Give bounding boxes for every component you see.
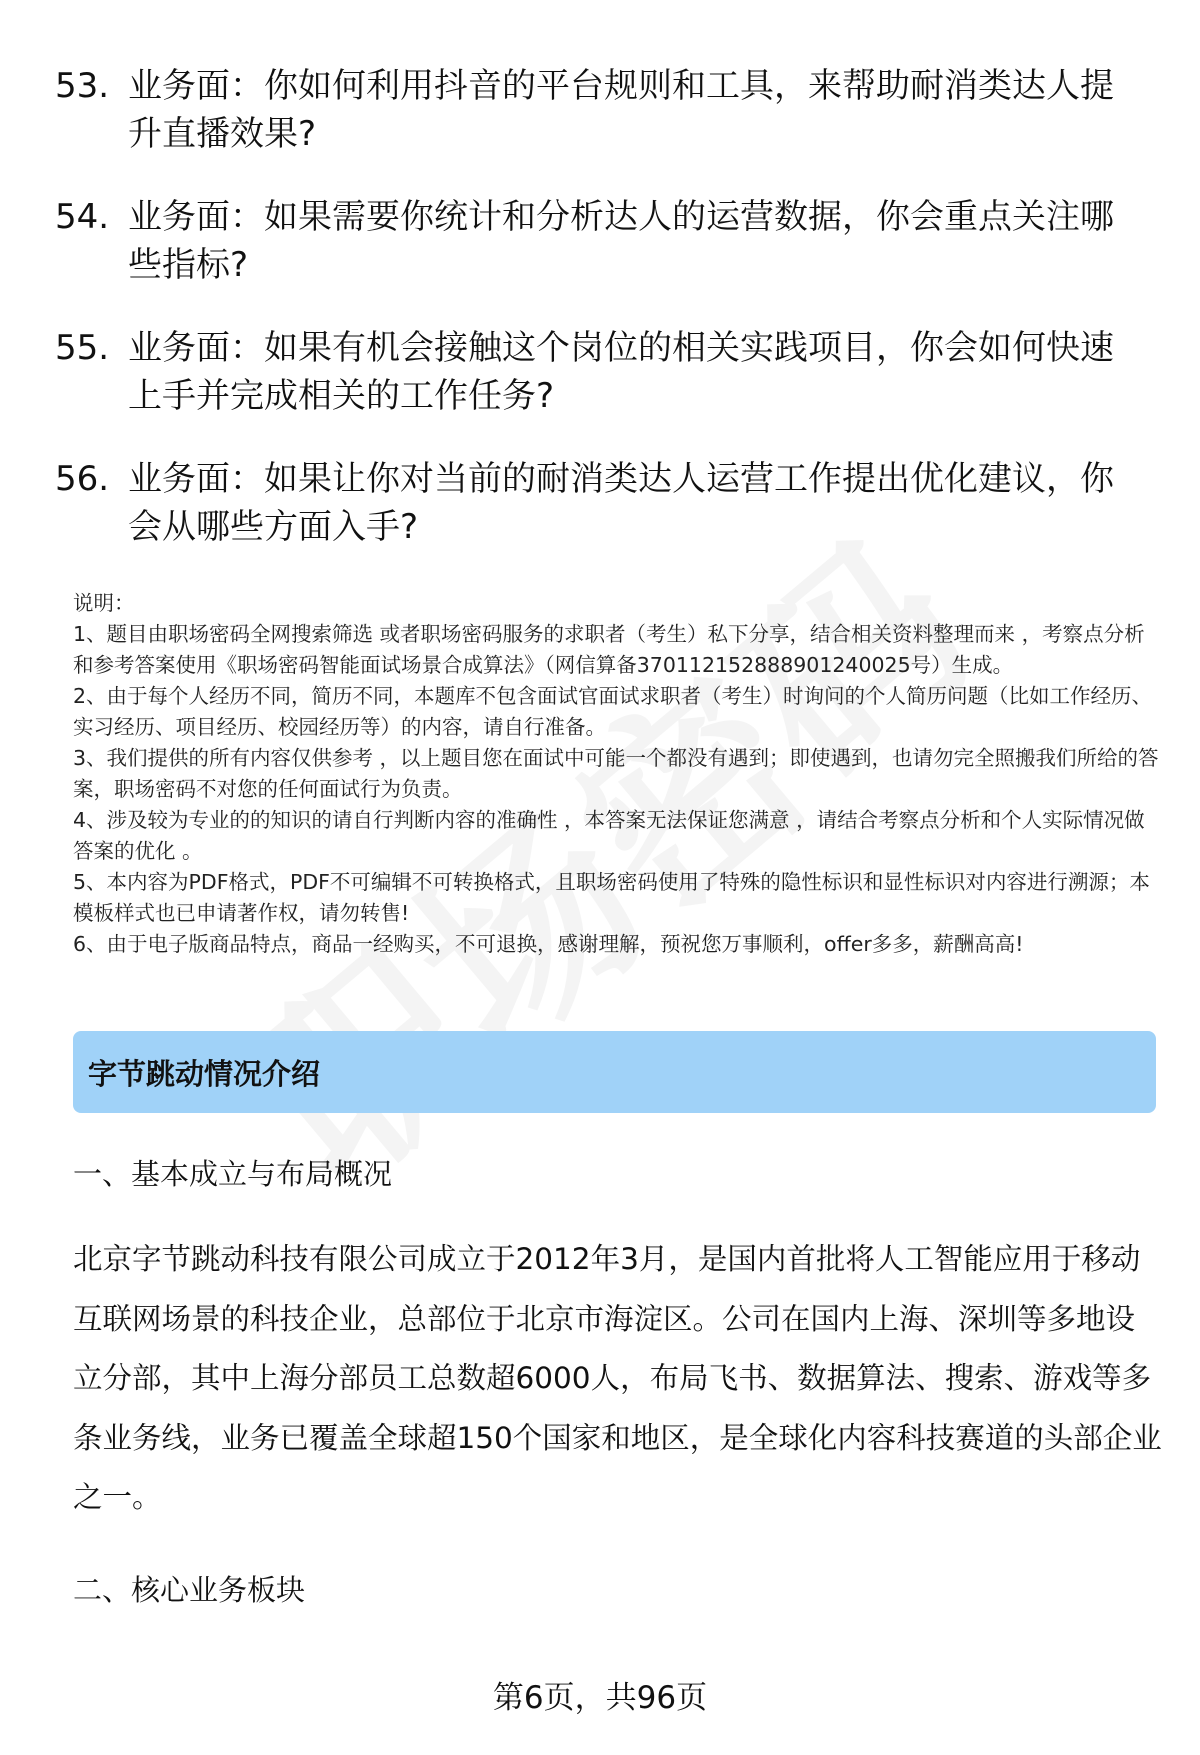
heading-core-business: 二、核心业务板块 — [73, 1573, 306, 1607]
note-item: 1、题目由职场密码全网搜索筛选 或者职场密码服务的求职者（考生）私下分享，结合相关资料整理而来 ，考察点分析和参考答案使用《职场密码智能面试场景合成算法》（网信算备370112152888901240025号）生成。 — [73, 622, 1145, 677]
notes-section — [73, 588, 1163, 960]
question-number: 53. — [55, 66, 110, 106]
note-item: 3、我们提供的所有内容仅供参考 ，以上题目您在面试中可能一个都没有遇到；即使遇到，也请勿完全照搬我们所给的答案，职场密码不对您的任何面试行为负责。 — [73, 746, 1159, 801]
heading-basic-overview: 一、基本成立与布局概况 — [73, 1157, 393, 1191]
question-54 — [55, 193, 1145, 289]
company-paragraph: 北京字节跳动科技有限公司成立于2012年3月，是国内首批将人工智能应用于移动互联网场景的科技企业，总部位于北京市海淀区。公司在国内上海、深圳等多地设立分部，其中上海分部员工总数超6000人，布局飞书、数据算法、搜索、游戏等多条业务线，业务已覆盖全球超150个国家和地区，是全球化内容科技赛道的头部企业之一。 — [73, 1242, 1162, 1514]
question-number: 54. — [55, 197, 110, 237]
section-title: 字节跳动情况介绍 — [88, 1057, 321, 1091]
question-55 — [55, 324, 1145, 420]
section-banner — [73, 1031, 1156, 1113]
note-item: 6、由于电子版商品特点，商品一经购买，不可退换，感谢理解，预祝您万事顺利，offer多多，薪酬高高! — [73, 932, 1024, 956]
question-text: 业务面：如果让你对当前的耐消类达人运营工作提出优化建议，你会从哪些方面入手? — [128, 459, 1114, 547]
note-item: 2、由于每个人经历不同，简历不同，本题库不包含面试官面试求职者（考生）时询问的个人简历问题（比如工作经历、实习经历、项目经历、校园经历等）的内容，请自行准备。 — [73, 684, 1153, 739]
question-text: 业务面：如果需要你统计和分析达人的运营数据，你会重点关注哪些指标? — [128, 197, 1114, 285]
question-text: 业务面：你如何利用抖音的平台规则和工具，来帮助耐消类达人提升直播效果? — [128, 66, 1114, 154]
question-number: 56. — [55, 459, 110, 499]
question-53 — [55, 62, 1145, 158]
question-text: 业务面：如果有机会接触这个岗位的相关实践项目，你会如何快速上手并完成相关的工作任务? — [128, 328, 1114, 416]
question-56 — [55, 455, 1145, 551]
note-item: 5、本内容为PDF格式，PDF不可编辑不可转换格式，且职场密码使用了特殊的隐性标识和显性标识对内容进行溯源；本模板样式也已申请著作权，请勿转售! — [73, 870, 1150, 925]
notes-title: 说明： — [73, 591, 135, 615]
note-item: 4、涉及较为专业的的知识的请自行判断内容的准确性 ，本答案无法保证您满意 ，请结合考察点分析和个人实际情况做答案的优化 。 — [73, 808, 1145, 863]
question-number: 55. — [55, 328, 110, 368]
page-number: 第6页，共96页 — [492, 1680, 708, 1716]
